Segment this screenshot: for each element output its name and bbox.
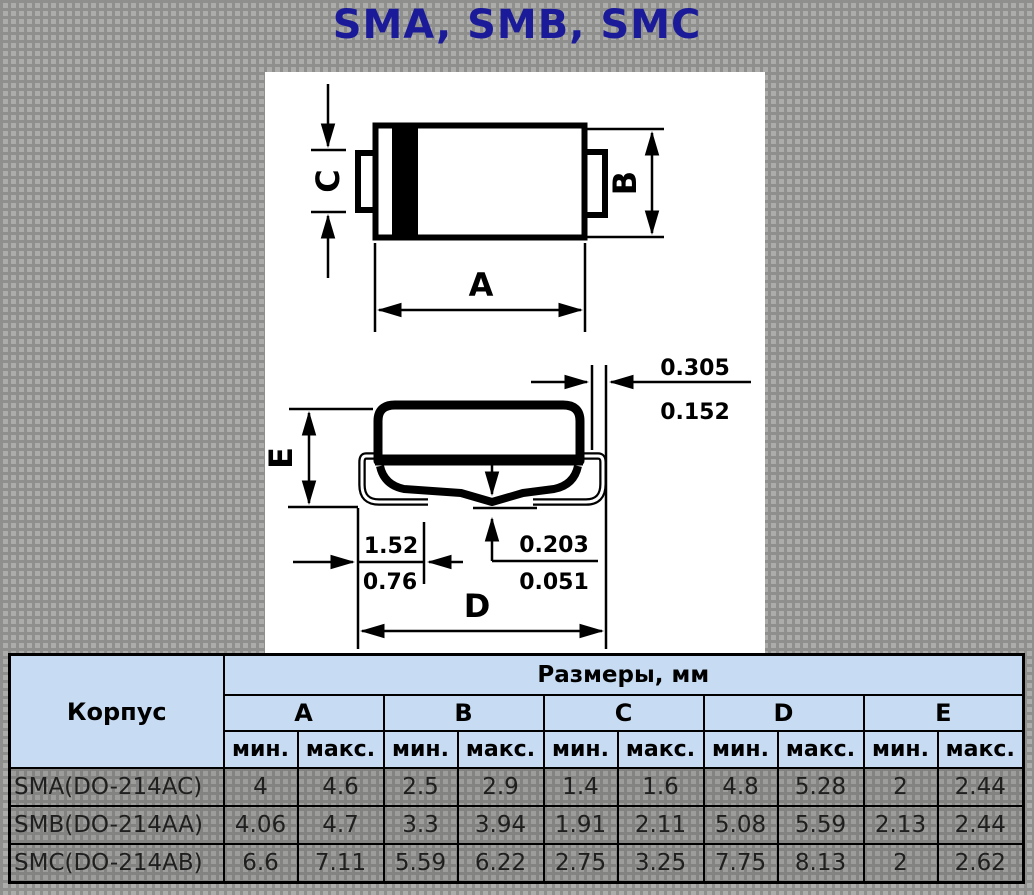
row-name-smc: SMC(DO-214AB) xyxy=(10,844,224,883)
dim-value-standoff-max: 0.203 xyxy=(519,533,589,558)
value-cell: 2.9 xyxy=(458,768,544,806)
value-cell: 3.94 xyxy=(458,806,544,844)
dimensions-table xyxy=(8,653,1025,884)
value-cell: 2 xyxy=(864,768,938,806)
value-cell: 4.6 xyxy=(298,768,384,806)
subheader-c-max: макс. xyxy=(618,731,704,768)
subheader-d-max: макс. xyxy=(778,731,864,768)
subheader-c-min: мин. xyxy=(544,731,618,768)
value-cell: 4.06 xyxy=(224,806,298,844)
value-cell: 4.8 xyxy=(704,768,778,806)
value-cell: 8.13 xyxy=(778,844,864,883)
dim-label-c: C xyxy=(309,169,347,193)
dim-value-standoff-min: 0.051 xyxy=(519,570,589,595)
package-outline-drawing xyxy=(265,72,765,653)
value-cell: 6.22 xyxy=(458,844,544,883)
subheader-b-max: макс. xyxy=(458,731,544,768)
value-cell: 2.44 xyxy=(938,806,1024,844)
col-header-a: A xyxy=(224,695,384,731)
subheader-e-min: мин. xyxy=(864,731,938,768)
subheader-b-min: мин. xyxy=(384,731,458,768)
value-cell: 2.11 xyxy=(618,806,704,844)
value-cell: 5.59 xyxy=(384,844,458,883)
value-cell: 2.13 xyxy=(864,806,938,844)
subheader-a-max: макс. xyxy=(298,731,384,768)
dim-c xyxy=(309,84,347,278)
value-cell: 7.11 xyxy=(298,844,384,883)
value-cell: 2 xyxy=(864,844,938,883)
col-header-e: E xyxy=(864,695,1024,731)
value-cell: 1.6 xyxy=(618,768,704,806)
dim-terminal-length xyxy=(293,508,463,649)
dim-value-terminal-length-max: 1.52 xyxy=(363,534,419,559)
page-title: SMA, SMB, SMC xyxy=(332,2,702,48)
col-header-c: C xyxy=(544,695,704,731)
value-cell: 5.28 xyxy=(778,768,864,806)
value-cell: 2.5 xyxy=(384,768,458,806)
value-cell: 3.25 xyxy=(618,844,704,883)
side-view xyxy=(265,356,751,649)
dim-a xyxy=(375,243,585,332)
dim-value-lead-thickness-max: 0.305 xyxy=(660,356,730,381)
value-cell: 2.62 xyxy=(938,844,1024,883)
value-cell: 2.44 xyxy=(938,768,1024,806)
row-name-sma: SMA(DO-214AC) xyxy=(10,768,224,806)
package-drawing-panel xyxy=(265,72,765,653)
table-header-package: Корпус xyxy=(10,655,224,769)
table-header-dimensions: Размеры, мм xyxy=(224,655,1024,696)
value-cell: 4.7 xyxy=(298,806,384,844)
value-cell: 7.75 xyxy=(704,844,778,883)
subheader-e-max: макс. xyxy=(938,731,1024,768)
table-row-smb xyxy=(10,806,1024,844)
value-cell: 6.6 xyxy=(224,844,298,883)
value-cell: 3.3 xyxy=(384,806,458,844)
table-row-sma xyxy=(10,768,1024,806)
dim-label-e: E xyxy=(265,447,300,469)
col-header-b: B xyxy=(384,695,544,731)
value-cell: 5.08 xyxy=(704,806,778,844)
value-cell: 1.91 xyxy=(544,806,618,844)
dim-value-terminal-length-min: 0.76 xyxy=(362,570,418,595)
value-cell: 5.59 xyxy=(778,806,864,844)
table-row-smc xyxy=(10,844,1024,883)
dim-label-a: A xyxy=(468,266,494,304)
package-body-side-shape xyxy=(378,405,580,461)
col-header-d: D xyxy=(704,695,864,731)
dim-e xyxy=(265,409,373,507)
row-name-smb: SMB(DO-214AA) xyxy=(10,806,224,844)
dim-label-b: B xyxy=(606,170,644,196)
dim-value-lead-thickness-min: 0.152 xyxy=(660,400,730,425)
subheader-a-min: мин. xyxy=(224,731,298,768)
value-cell: 4 xyxy=(224,768,298,806)
subheader-d-min: мин. xyxy=(704,731,778,768)
dim-standoff xyxy=(492,455,598,595)
value-cell: 2.75 xyxy=(544,844,618,883)
dim-label-d: D xyxy=(463,587,491,625)
body-underside-shape xyxy=(380,466,578,502)
cathode-band xyxy=(392,123,418,240)
value-cell: 1.4 xyxy=(544,768,618,806)
top-view xyxy=(309,84,664,332)
